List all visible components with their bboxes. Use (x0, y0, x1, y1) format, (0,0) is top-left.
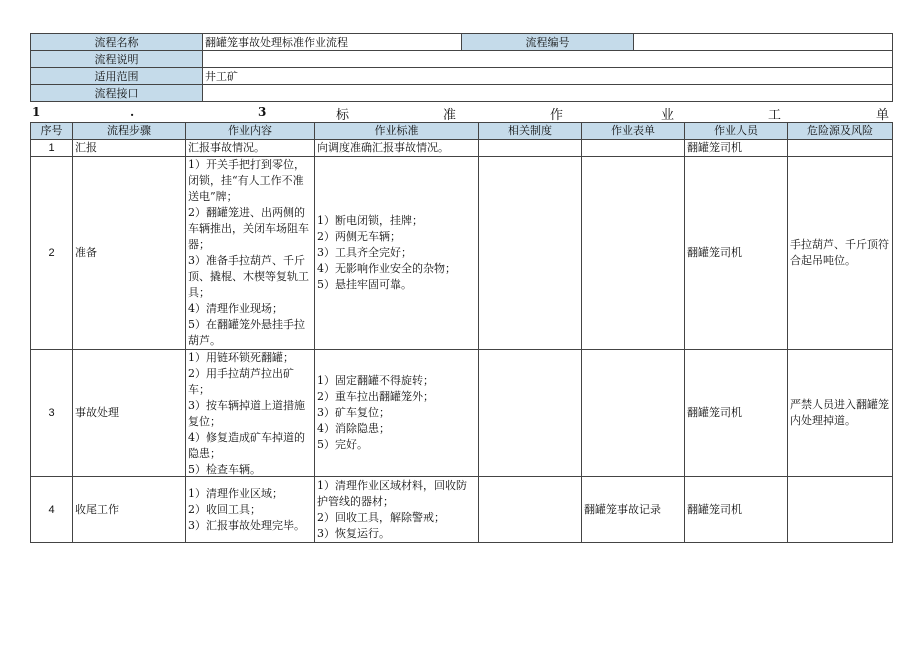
section-num-2: 3 (258, 105, 267, 119)
row-no: 3 (31, 350, 73, 477)
content-line: 2）翻罐笼进、出两侧的车辆推出，关闭车场阻车器； (188, 206, 309, 251)
interface-value (203, 85, 893, 102)
standard-line: 2）回收工具，解除警戒； (317, 510, 445, 524)
content-line: 5）在翻罐笼外悬挂手拉葫芦。 (188, 318, 305, 347)
risk-line: 严禁人员进入翻罐笼内处理掉道。 (790, 398, 889, 427)
col-header: 流程步骤 (73, 123, 186, 140)
content-line: 2）收回工具； (188, 502, 261, 516)
col-header: 作业表单 (582, 123, 685, 140)
standard-line: 向调度准确汇报事故情况。 (317, 141, 449, 154)
process-header-table (30, 33, 893, 102)
process-name-label: 流程名称 (31, 34, 203, 51)
section-title (30, 104, 892, 122)
table-row (31, 477, 893, 543)
row-risk (788, 157, 893, 350)
col-header: 危险源及风险 (788, 123, 893, 140)
row-risk (788, 350, 893, 477)
standard-line: 1）断电闭锁，挂牌； (317, 214, 423, 227)
table-row (31, 157, 893, 350)
col-header: 作业标准 (315, 123, 479, 140)
process-name-value: 翻罐笼事故处理标准作业流程 (203, 34, 462, 51)
content-line: 1）开关手把打到零位，闭锁，挂“有人工作不准送电”牌； (188, 158, 305, 203)
standard-line: 4）无影响作业安全的杂物； (317, 262, 456, 275)
title-char: 准 (443, 108, 457, 123)
row-risk (788, 140, 893, 157)
table-row (31, 350, 893, 477)
standard-line: 2）重车拉出翻罐笼外； (317, 390, 434, 403)
standard-line: 1）清理作业区域材料，回收防护管线的器材； (317, 478, 467, 508)
row-system (479, 157, 582, 350)
content-line: 1）清理作业区域； (188, 486, 283, 500)
row-standard (315, 477, 479, 543)
row-staff: 翻罐笼司机 (685, 157, 788, 350)
row-no: 2 (31, 157, 73, 350)
interface-label: 流程接口 (31, 85, 203, 102)
standard-line: 1）固定翻罐不得旋转； (317, 374, 434, 387)
row-content (186, 477, 315, 543)
process-no-value (634, 34, 893, 51)
row-form (582, 157, 685, 350)
standard-line: 3）矿车复位； (317, 406, 390, 419)
content-line: 4）清理作业现场； (188, 302, 283, 315)
scope-value: 井工矿 (203, 68, 893, 85)
title-char: 标 (336, 108, 350, 123)
row-standard (315, 350, 479, 477)
title-char: 作 (550, 108, 564, 123)
content-line: 3）汇报事故处理完毕。 (188, 518, 305, 532)
standard-line: 3）工具齐全完好； (317, 246, 412, 259)
standard-line: 2）两侧无车辆； (317, 230, 401, 243)
standard-line: 4）消除隐患； (317, 422, 390, 435)
content-line: 汇报事故情况。 (188, 141, 265, 154)
title-char: 业 (661, 108, 675, 123)
table-row (31, 140, 893, 157)
standard-line: 3）恢复运行。 (317, 526, 390, 540)
title-char: 工 (768, 108, 782, 123)
title-char: 单 (876, 108, 890, 123)
row-staff: 翻罐笼司机 (685, 477, 788, 543)
standard-line: 5）完好。 (317, 438, 368, 451)
row-staff: 翻罐笼司机 (685, 350, 788, 477)
row-step: 事故处理 (73, 350, 186, 477)
row-form: 翻罐笼事故记录 (582, 477, 685, 543)
row-system (479, 140, 582, 157)
standard-line: 5）悬挂牢固可靠。 (317, 278, 412, 291)
row-step: 收尾工作 (73, 477, 186, 543)
row-step: 汇报 (73, 140, 186, 157)
row-step: 准备 (73, 157, 186, 350)
content-line: 5）检查车辆。 (188, 463, 261, 476)
row-form (582, 350, 685, 477)
content-line: 3）准备手拉葫芦、千斤顶、撬棍、木楔等复轨工具； (188, 254, 309, 299)
row-content (186, 157, 315, 350)
description-label: 流程说明 (31, 51, 203, 68)
row-content (186, 140, 315, 157)
row-content (186, 350, 315, 477)
row-system (479, 350, 582, 477)
risk-line: 手拉葫芦、千斤顶符合起吊吨位。 (790, 238, 889, 267)
row-risk (788, 477, 893, 543)
content-line: 4）修复造成矿车掉道的隐患； (188, 431, 305, 460)
row-no: 4 (31, 477, 73, 543)
content-line: 1）用链环锁死翻罐； (188, 351, 294, 364)
work-order-table (30, 122, 893, 543)
row-standard (315, 157, 479, 350)
row-system (479, 477, 582, 543)
col-header: 作业人员 (685, 123, 788, 140)
section-num-1: 1 (32, 105, 41, 119)
row-standard (315, 140, 479, 157)
scope-label: 适用范围 (31, 68, 203, 85)
process-no-label: 流程编号 (462, 34, 634, 51)
description-value (203, 51, 893, 68)
row-form (582, 140, 685, 157)
row-staff: 翻罐笼司机 (685, 140, 788, 157)
section-dot: . (130, 105, 135, 119)
content-line: 3）按车辆掉道上道措施复位； (188, 399, 305, 428)
col-header: 序号 (31, 123, 73, 140)
content-line: 2）用手拉葫芦拉出矿车； (188, 367, 294, 396)
row-no: 1 (31, 140, 73, 157)
col-header: 相关制度 (479, 123, 582, 140)
col-header: 作业内容 (186, 123, 315, 140)
